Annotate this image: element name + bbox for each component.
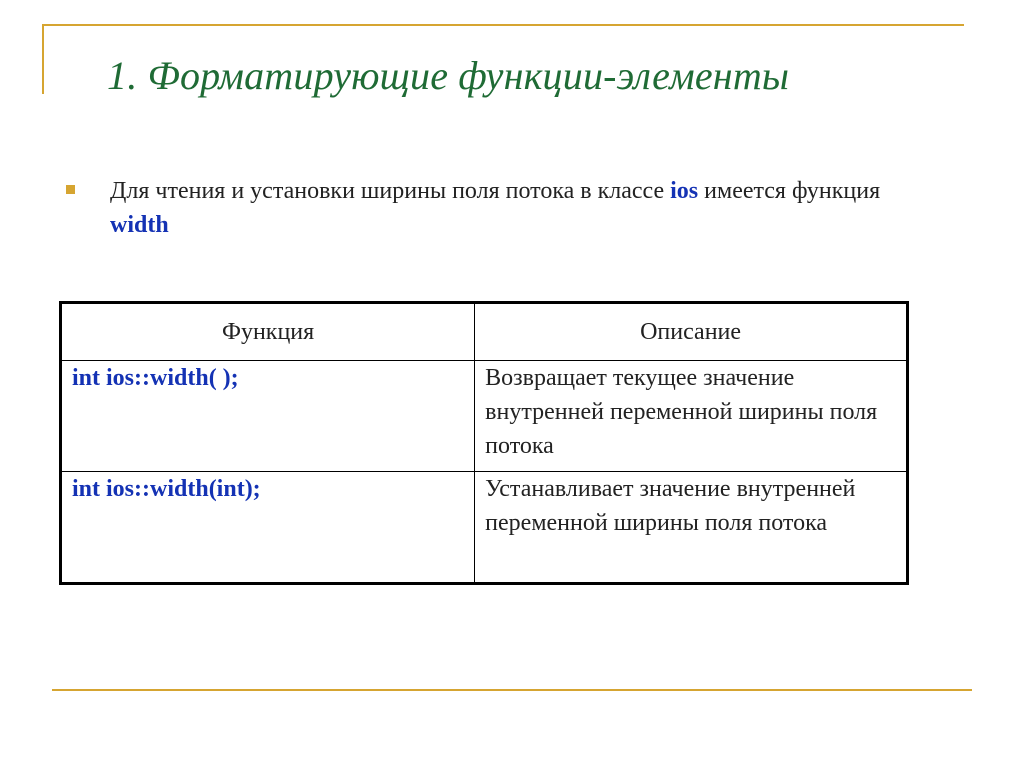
decorative-frame-bottom: [52, 689, 972, 691]
bullet-text: [110, 174, 940, 242]
function-signature-getter: int ios::width( );: [61, 361, 475, 472]
table-row: [61, 472, 908, 584]
function-signature-setter: int ios::width(int);: [61, 472, 475, 584]
functions-table: [59, 301, 909, 585]
header-description: Описание: [475, 303, 908, 361]
table-header-row: [61, 303, 908, 361]
decorative-frame-top: [42, 24, 964, 26]
square-bullet-icon: [66, 185, 75, 194]
bullet-text-part-2: имеется функция: [698, 178, 881, 204]
ios-keyword: ios: [670, 178, 699, 204]
decorative-frame-left: [42, 24, 44, 94]
function-description-getter: Возвращает текущее значение внутренней переменной ширины поля потока: [475, 361, 908, 472]
bullet-text-part-1: Для чтения и установки ширины поля потока в классе: [110, 178, 671, 204]
header-function: Функция: [61, 303, 475, 361]
function-description-setter: Устанавливает значение внутренней переменной ширины поля потока: [475, 472, 908, 584]
width-keyword: width: [110, 212, 169, 238]
slide-title: 1. Форматирующие функции-элементы: [107, 53, 790, 98]
table-row: [61, 361, 908, 472]
